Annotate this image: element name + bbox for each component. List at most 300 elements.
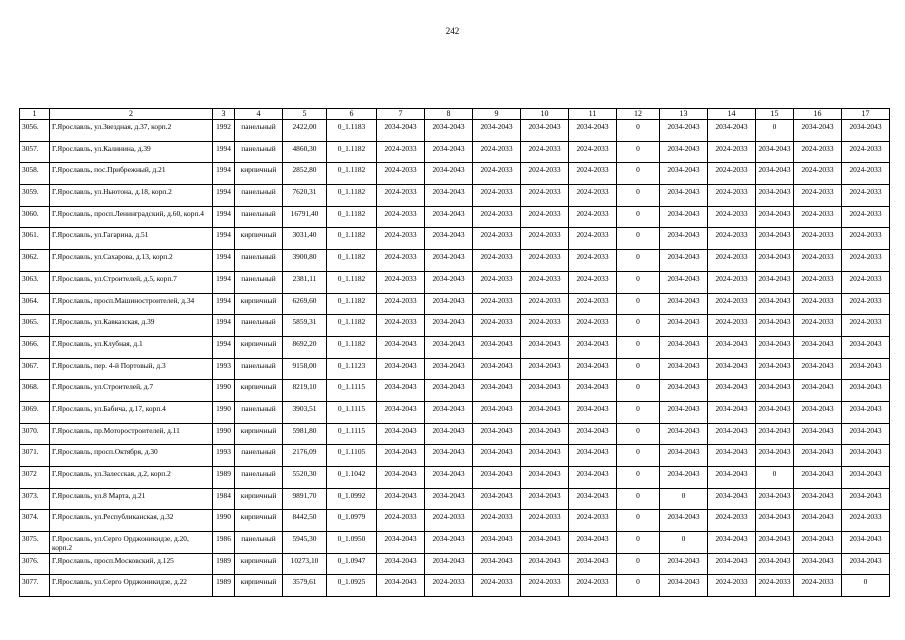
period-cell-col-7: 2034-2043 — [377, 467, 425, 489]
period-cell-col-10: 2024-2033 — [521, 293, 569, 315]
period-cell-col-13: 2034-2043 — [660, 206, 708, 228]
code-cell: 0_1.0950 — [327, 532, 377, 554]
address-cell: Г.Ярославль, ул.8 Марта, д.21 — [50, 488, 213, 510]
period-cell-col-17: 0 — [842, 575, 890, 597]
period-cell-col-9: 2034-2043 — [473, 553, 521, 575]
period-cell-col-9: 2024-2033 — [473, 185, 521, 207]
period-cell-col-9: 2034-2043 — [473, 401, 521, 423]
period-cell-col-9: 2024-2033 — [473, 293, 521, 315]
build-year-cell: 1994 — [213, 271, 235, 293]
period-cell-col-10: 2034-2043 — [521, 553, 569, 575]
code-cell: 0_1.1182 — [327, 336, 377, 358]
period-cell-col-14: 2034-2043 — [708, 445, 756, 467]
code-cell: 0_1.1182 — [327, 163, 377, 185]
period-cell-col-10: 2034-2043 — [521, 423, 569, 445]
period-cell-col-8: 2034-2043 — [425, 250, 473, 272]
period-cell-col-7: 2034-2043 — [377, 380, 425, 402]
period-cell-col-16: 2034-2043 — [794, 120, 842, 142]
table-row — [20, 380, 890, 402]
build-year-cell: 1990 — [213, 380, 235, 402]
address-cell: Г.Ярославль, просп.Машиностроителей, д.34 — [50, 293, 213, 315]
period-cell-col-9: 2034-2043 — [473, 488, 521, 510]
code-cell: 0_1.1105 — [327, 445, 377, 467]
record-number-cell: 3075. — [20, 532, 50, 554]
period-cell-col-14: 2034-2043 — [708, 380, 756, 402]
column-header-10: 10 — [521, 109, 569, 120]
period-cell-col-14: 2034-2043 — [708, 488, 756, 510]
address-cell: Г.Ярославль, просп.Ленинградский, д.60, корп.4 — [50, 206, 213, 228]
period-cell-col-8: 2034-2043 — [425, 336, 473, 358]
period-cell-col-9: 2024-2033 — [473, 250, 521, 272]
period-cell-col-17: 2034-2043 — [842, 467, 890, 489]
period-cell-col-14: 2024-2033 — [708, 141, 756, 163]
code-cell: 0_1.0992 — [327, 488, 377, 510]
period-cell-col-17: 2034-2043 — [842, 401, 890, 423]
period-cell-col-13: 2034-2043 — [660, 358, 708, 380]
code-cell: 0_1.0979 — [327, 510, 377, 532]
column-header-1: 1 — [20, 109, 50, 120]
period-cell-col-16: 2034-2043 — [794, 358, 842, 380]
period-cell-col-8: 2034-2043 — [425, 467, 473, 489]
build-year-cell: 1984 — [213, 488, 235, 510]
address-cell: Г.Ярославль, пр.Моторостроителей, д.11 — [50, 423, 213, 445]
period-cell-col-7: 2024-2033 — [377, 228, 425, 250]
period-cell-col-8: 2034-2043 — [425, 315, 473, 337]
period-cell-col-13: 2034-2043 — [660, 553, 708, 575]
period-cell-col-9: 2024-2033 — [473, 271, 521, 293]
period-cell-col-11: 2034-2043 — [569, 488, 617, 510]
build-year-cell: 1994 — [213, 315, 235, 337]
code-cell: 0_1.1182 — [327, 250, 377, 272]
code-cell: 0_1.1182 — [327, 228, 377, 250]
build-year-cell: 1992 — [213, 120, 235, 142]
code-cell: 0_1.1182 — [327, 141, 377, 163]
period-cell-col-13: 2034-2043 — [660, 380, 708, 402]
column-header-5: 5 — [283, 109, 327, 120]
build-year-cell: 1990 — [213, 401, 235, 423]
period-cell-col-10: 2024-2033 — [521, 185, 569, 207]
wall-material-cell: кирпичный — [235, 163, 283, 185]
period-cell-col-16: 2034-2043 — [794, 467, 842, 489]
period-cell-col-14: 2034-2043 — [708, 358, 756, 380]
area-cell: 2381,11 — [283, 271, 327, 293]
address-cell: Г.Ярославль, пос.Прибрежный, д.21 — [50, 163, 213, 185]
period-cell-col-17: 2034-2043 — [842, 488, 890, 510]
table-row — [20, 206, 890, 228]
address-cell: Г.Ярославль, ул.Строителей, д.5, корп.7 — [50, 271, 213, 293]
record-number-cell: 3076. — [20, 553, 50, 575]
period-cell-col-13: 2034-2043 — [660, 575, 708, 597]
period-cell-col-10: 2034-2043 — [521, 380, 569, 402]
address-cell: Г.Ярославль, ул.Ньютона, д.18, корп.2 — [50, 185, 213, 207]
build-year-cell: 1989 — [213, 467, 235, 489]
period-cell-col-14: 2024-2033 — [708, 575, 756, 597]
period-cell-col-16: 2024-2033 — [794, 575, 842, 597]
period-cell-col-15: 2034-2043 — [756, 401, 794, 423]
period-cell-col-12: 0 — [617, 315, 660, 337]
area-cell: 5981,80 — [283, 423, 327, 445]
period-cell-col-17: 2024-2033 — [842, 141, 890, 163]
period-cell-col-12: 0 — [617, 185, 660, 207]
record-number-cell: 3061. — [20, 228, 50, 250]
build-year-cell: 1990 — [213, 423, 235, 445]
wall-material-cell: панельный — [235, 271, 283, 293]
period-cell-col-10: 2034-2043 — [521, 120, 569, 142]
address-cell: Г.Ярославль, просп.Октября, д.30 — [50, 445, 213, 467]
period-cell-col-8: 2034-2043 — [425, 358, 473, 380]
code-cell: 0_1.1183 — [327, 120, 377, 142]
period-cell-col-11: 2034-2043 — [569, 553, 617, 575]
address-cell: Г.Ярославль, ул.Серго Орджоникидзе, д.20, корп.2 — [50, 532, 213, 554]
period-cell-col-15: 2034-2043 — [756, 358, 794, 380]
period-cell-col-8: 2034-2043 — [425, 120, 473, 142]
period-cell-col-8: 2024-2033 — [425, 575, 473, 597]
area-cell: 4860,30 — [283, 141, 327, 163]
table-row — [20, 401, 890, 423]
wall-material-cell: кирпичный — [235, 380, 283, 402]
period-cell-col-7: 2024-2033 — [377, 185, 425, 207]
period-cell-col-7: 2024-2033 — [377, 315, 425, 337]
build-year-cell: 1994 — [213, 141, 235, 163]
record-number-cell: 3070. — [20, 423, 50, 445]
area-cell: 8219,10 — [283, 380, 327, 402]
period-cell-col-15: 2034-2043 — [756, 293, 794, 315]
period-cell-col-9: 2024-2033 — [473, 206, 521, 228]
record-number-cell: 3065. — [20, 315, 50, 337]
period-cell-col-11: 2034-2043 — [569, 380, 617, 402]
period-cell-col-8: 2034-2043 — [425, 185, 473, 207]
code-cell: 0_1.1182 — [327, 293, 377, 315]
table-row — [20, 445, 890, 467]
period-cell-col-13: 2034-2043 — [660, 250, 708, 272]
table-row — [20, 250, 890, 272]
period-cell-col-12: 0 — [617, 510, 660, 532]
period-cell-col-14: 2034-2043 — [708, 423, 756, 445]
table-row — [20, 315, 890, 337]
table-row — [20, 271, 890, 293]
table-row — [20, 228, 890, 250]
wall-material-cell: панельный — [235, 141, 283, 163]
period-cell-col-7: 2024-2033 — [377, 250, 425, 272]
period-cell-col-16: 2034-2043 — [794, 553, 842, 575]
address-cell: Г.Ярославль, ул.Кавказская, д.39 — [50, 315, 213, 337]
period-cell-col-12: 0 — [617, 250, 660, 272]
period-cell-col-7: 2024-2033 — [377, 271, 425, 293]
area-cell: 10273,10 — [283, 553, 327, 575]
period-cell-col-13: 0 — [660, 488, 708, 510]
period-cell-col-8: 2034-2043 — [425, 163, 473, 185]
build-year-cell: 1993 — [213, 358, 235, 380]
period-cell-col-8: 2034-2043 — [425, 141, 473, 163]
area-cell: 5945,30 — [283, 532, 327, 554]
period-cell-col-14: 2024-2033 — [708, 250, 756, 272]
period-cell-col-8: 2034-2043 — [425, 532, 473, 554]
table-row — [20, 510, 890, 532]
period-cell-col-15: 0 — [756, 467, 794, 489]
period-cell-col-14: 2024-2033 — [708, 163, 756, 185]
period-cell-col-15: 2034-2043 — [756, 206, 794, 228]
build-year-cell: 1994 — [213, 250, 235, 272]
period-cell-col-14: 2034-2043 — [708, 532, 756, 554]
period-cell-col-8: 2034-2043 — [425, 206, 473, 228]
register-table — [19, 108, 890, 597]
period-cell-col-16: 2024-2033 — [794, 293, 842, 315]
area-cell: 8692,20 — [283, 336, 327, 358]
period-cell-col-17: 2024-2033 — [842, 163, 890, 185]
area-cell: 5520,30 — [283, 467, 327, 489]
wall-material-cell: кирпичный — [235, 553, 283, 575]
period-cell-col-11: 2034-2043 — [569, 358, 617, 380]
build-year-cell: 1994 — [213, 228, 235, 250]
address-cell: Г.Ярославль, ул.Залесская, д.2, корп.2 — [50, 467, 213, 489]
period-cell-col-12: 0 — [617, 532, 660, 554]
address-cell: Г.Ярославль, ул.Строителей, д.7 — [50, 380, 213, 402]
column-header-4: 4 — [235, 109, 283, 120]
area-cell: 3903,51 — [283, 401, 327, 423]
period-cell-col-10: 2024-2033 — [521, 228, 569, 250]
period-cell-col-16: 2034-2043 — [794, 401, 842, 423]
period-cell-col-9: 2034-2043 — [473, 120, 521, 142]
record-number-cell: 3056. — [20, 120, 50, 142]
period-cell-col-9: 2034-2043 — [473, 445, 521, 467]
area-cell: 5859,31 — [283, 315, 327, 337]
period-cell-col-7: 2024-2033 — [377, 510, 425, 532]
period-cell-col-15: 2034-2043 — [756, 423, 794, 445]
period-cell-col-11: 2024-2033 — [569, 228, 617, 250]
record-number-cell: 3074. — [20, 510, 50, 532]
build-year-cell: 1989 — [213, 575, 235, 597]
wall-material-cell: панельный — [235, 250, 283, 272]
build-year-cell: 1994 — [213, 163, 235, 185]
column-header-17: 17 — [842, 109, 890, 120]
period-cell-col-7: 2034-2043 — [377, 488, 425, 510]
period-cell-col-16: 2034-2043 — [794, 510, 842, 532]
code-cell: 0_1.0925 — [327, 575, 377, 597]
period-cell-col-17: 2034-2043 — [842, 380, 890, 402]
period-cell-col-7: 2024-2033 — [377, 141, 425, 163]
period-cell-col-14: 2034-2043 — [708, 467, 756, 489]
period-cell-col-7: 2034-2043 — [377, 401, 425, 423]
table-row — [20, 120, 890, 142]
period-cell-col-16: 2024-2033 — [794, 141, 842, 163]
address-cell: Г.Ярославль, просп.Московский, д.125 — [50, 553, 213, 575]
record-number-cell: 3077. — [20, 575, 50, 597]
period-cell-col-12: 0 — [617, 401, 660, 423]
record-number-cell: 3071. — [20, 445, 50, 467]
period-cell-col-9: 2024-2033 — [473, 141, 521, 163]
wall-material-cell: панельный — [235, 315, 283, 337]
code-cell: 0_1.1182 — [327, 271, 377, 293]
area-cell: 6269,60 — [283, 293, 327, 315]
address-cell: Г.Ярославль, пер. 4-й Портовый, д.3 — [50, 358, 213, 380]
period-cell-col-13: 2034-2043 — [660, 401, 708, 423]
wall-material-cell: панельный — [235, 401, 283, 423]
period-cell-col-17: 2024-2033 — [842, 271, 890, 293]
wall-material-cell: кирпичный — [235, 228, 283, 250]
area-cell: 3579,61 — [283, 575, 327, 597]
wall-material-cell: панельный — [235, 358, 283, 380]
period-cell-col-9: 2024-2033 — [473, 315, 521, 337]
period-cell-col-14: 2024-2033 — [708, 185, 756, 207]
period-cell-col-16: 2024-2033 — [794, 271, 842, 293]
period-cell-col-15: 2034-2043 — [756, 315, 794, 337]
column-header-15: 15 — [756, 109, 794, 120]
wall-material-cell: панельный — [235, 532, 283, 554]
period-cell-col-10: 2024-2033 — [521, 315, 569, 337]
column-header-12: 12 — [617, 109, 660, 120]
period-cell-col-11: 2024-2033 — [569, 185, 617, 207]
table-row — [20, 423, 890, 445]
area-cell: 3031,40 — [283, 228, 327, 250]
record-number-cell: 3058. — [20, 163, 50, 185]
period-cell-col-9: 2024-2033 — [473, 228, 521, 250]
period-cell-col-15: 2034-2043 — [756, 271, 794, 293]
period-cell-col-16: 2034-2043 — [794, 336, 842, 358]
period-cell-col-12: 0 — [617, 163, 660, 185]
period-cell-col-15: 2034-2043 — [756, 163, 794, 185]
period-cell-col-14: 2024-2033 — [708, 206, 756, 228]
address-cell: Г.Ярославль, ул.Бабича, д.17, корп.4 — [50, 401, 213, 423]
period-cell-col-10: 2034-2043 — [521, 358, 569, 380]
code-cell: 0_1.1115 — [327, 380, 377, 402]
wall-material-cell: панельный — [235, 467, 283, 489]
record-number-cell: 3067. — [20, 358, 50, 380]
period-cell-col-12: 0 — [617, 423, 660, 445]
period-cell-col-11: 2024-2033 — [569, 271, 617, 293]
area-cell: 2176,09 — [283, 445, 327, 467]
period-cell-col-10: 2034-2043 — [521, 488, 569, 510]
period-cell-col-13: 2034-2043 — [660, 293, 708, 315]
period-cell-col-7: 2034-2043 — [377, 575, 425, 597]
period-cell-col-11: 2024-2033 — [569, 575, 617, 597]
period-cell-col-8: 2034-2043 — [425, 271, 473, 293]
table-row — [20, 575, 890, 597]
page-number: 242 — [445, 26, 460, 36]
period-cell-col-7: 2034-2043 — [377, 120, 425, 142]
period-cell-col-13: 2034-2043 — [660, 163, 708, 185]
period-cell-col-14: 2024-2033 — [708, 293, 756, 315]
period-cell-col-12: 0 — [617, 293, 660, 315]
table-row — [20, 141, 890, 163]
period-cell-col-11: 2024-2033 — [569, 206, 617, 228]
address-cell: Г.Ярославль, ул.Звездная, д.37, корп.2 — [50, 120, 213, 142]
table-row — [20, 467, 890, 489]
period-cell-col-11: 2024-2033 — [569, 141, 617, 163]
code-cell: 0_1.1115 — [327, 423, 377, 445]
record-number-cell: 3073. — [20, 488, 50, 510]
period-cell-col-11: 2034-2043 — [569, 423, 617, 445]
period-cell-col-14: 2034-2043 — [708, 336, 756, 358]
period-cell-col-16: 2024-2033 — [794, 206, 842, 228]
period-cell-col-12: 0 — [617, 575, 660, 597]
column-header-9: 9 — [473, 109, 521, 120]
period-cell-col-13: 2034-2043 — [660, 120, 708, 142]
period-cell-col-13: 2034-2043 — [660, 315, 708, 337]
period-cell-col-12: 0 — [617, 445, 660, 467]
period-cell-col-11: 2024-2033 — [569, 510, 617, 532]
code-cell: 0_1.1115 — [327, 401, 377, 423]
period-cell-col-15: 2024-2033 — [756, 575, 794, 597]
wall-material-cell: кирпичный — [235, 293, 283, 315]
period-cell-col-17: 2034-2043 — [842, 336, 890, 358]
column-header-13: 13 — [660, 109, 708, 120]
period-cell-col-10: 2024-2033 — [521, 271, 569, 293]
period-cell-col-15: 2034-2043 — [756, 510, 794, 532]
area-cell: 2422,00 — [283, 120, 327, 142]
period-cell-col-11: 2034-2043 — [569, 445, 617, 467]
build-year-cell: 1989 — [213, 553, 235, 575]
period-cell-col-10: 2024-2033 — [521, 575, 569, 597]
period-cell-col-16: 2024-2033 — [794, 315, 842, 337]
period-cell-col-17: 2024-2033 — [842, 293, 890, 315]
period-cell-col-12: 0 — [617, 553, 660, 575]
period-cell-col-13: 2034-2043 — [660, 467, 708, 489]
period-cell-col-12: 0 — [617, 120, 660, 142]
column-header-16: 16 — [794, 109, 842, 120]
build-year-cell: 1994 — [213, 293, 235, 315]
area-cell: 9158,00 — [283, 358, 327, 380]
build-year-cell: 1990 — [213, 510, 235, 532]
period-cell-col-14: 2024-2033 — [708, 228, 756, 250]
record-number-cell: 3063. — [20, 271, 50, 293]
table-row — [20, 358, 890, 380]
period-cell-col-9: 2034-2043 — [473, 423, 521, 445]
period-cell-col-10: 2034-2043 — [521, 336, 569, 358]
address-cell: Г.Ярославль, ул.Гагарина, д.51 — [50, 228, 213, 250]
address-cell: Г.Ярославль, ул.Клубная, д.1 — [50, 336, 213, 358]
column-header-2: 2 — [50, 109, 213, 120]
address-cell: Г.Ярославль, ул.Серго Орджоникидзе, д.22 — [50, 575, 213, 597]
record-number-cell: 3060. — [20, 206, 50, 228]
period-cell-col-15: 2034-2043 — [756, 250, 794, 272]
period-cell-col-17: 2034-2043 — [842, 423, 890, 445]
period-cell-col-11: 2034-2043 — [569, 532, 617, 554]
period-cell-col-13: 2034-2043 — [660, 141, 708, 163]
period-cell-col-11: 2034-2043 — [569, 120, 617, 142]
period-cell-col-9: 2034-2043 — [473, 336, 521, 358]
period-cell-col-8: 2034-2043 — [425, 228, 473, 250]
period-cell-col-15: 2034-2043 — [756, 185, 794, 207]
column-header-14: 14 — [708, 109, 756, 120]
period-cell-col-15: 2034-2043 — [756, 532, 794, 554]
period-cell-col-13: 2034-2043 — [660, 336, 708, 358]
period-cell-col-10: 2024-2033 — [521, 141, 569, 163]
period-cell-col-8: 2034-2043 — [425, 488, 473, 510]
period-cell-col-7: 2034-2043 — [377, 553, 425, 575]
period-cell-col-8: 2034-2043 — [425, 401, 473, 423]
period-cell-col-9: 2024-2033 — [473, 510, 521, 532]
period-cell-col-13: 2034-2043 — [660, 271, 708, 293]
record-number-cell: 3069. — [20, 401, 50, 423]
period-cell-col-12: 0 — [617, 228, 660, 250]
area-cell: 16791,40 — [283, 206, 327, 228]
address-cell: Г.Ярославль, ул.Калинина, д.39 — [50, 141, 213, 163]
period-cell-col-12: 0 — [617, 336, 660, 358]
period-cell-col-14: 2034-2043 — [708, 120, 756, 142]
period-cell-col-14: 2024-2033 — [708, 315, 756, 337]
column-header-11: 11 — [569, 109, 617, 120]
period-cell-col-7: 2024-2033 — [377, 206, 425, 228]
period-cell-col-11: 2024-2033 — [569, 293, 617, 315]
record-number-cell: 3072 — [20, 467, 50, 489]
wall-material-cell: кирпичный — [235, 336, 283, 358]
period-cell-col-16: 2024-2033 — [794, 228, 842, 250]
period-cell-col-11: 2024-2033 — [569, 315, 617, 337]
period-cell-col-11: 2034-2043 — [569, 336, 617, 358]
header-row — [20, 109, 890, 120]
period-cell-col-11: 2034-2043 — [569, 401, 617, 423]
period-cell-col-17: 2024-2033 — [842, 185, 890, 207]
